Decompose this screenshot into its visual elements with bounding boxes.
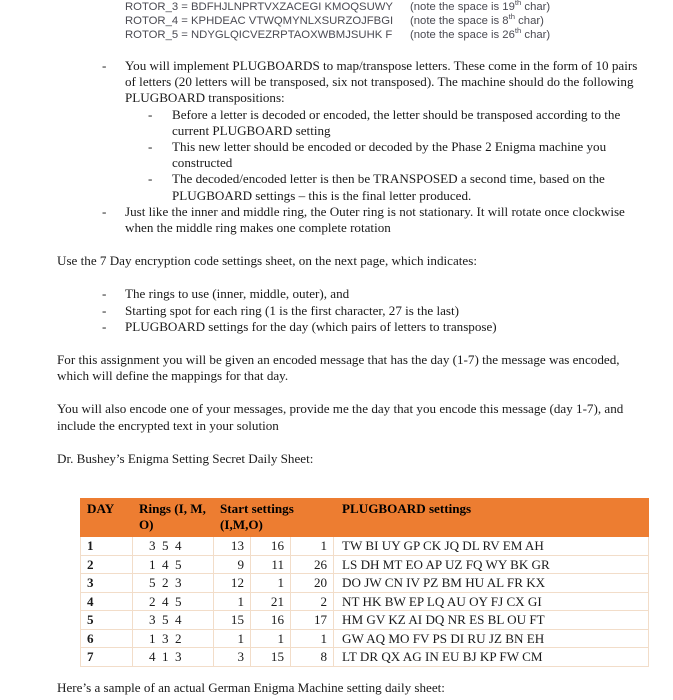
cell-start-m: 11 [251,555,291,574]
cell-plugboard: HM GV KZ AI DQ NR ES BL OU FT [334,611,649,630]
spacer [0,269,673,286]
cell-plugboard: GW AQ MO FV PS DI RU JZ BN EH [334,629,649,648]
paragraph-encode-message: You will also encode one of your messages, provide me the day that you encode this message (day 1-7), and include the encrypted text in your solution [57,401,624,433]
table-header [81,499,649,537]
cell-rings: 2 4 5 [133,592,214,611]
cell-start-m: 1 [251,574,291,593]
cell-start-i: 12 [214,574,251,593]
sub-bullet-encode-phase2 [0,139,673,171]
bullet-dash: - [102,203,107,219]
paragraph-use-sheet: Use the 7 Day encryption code settings sheet, on the next page, which indicates: [57,253,477,269]
cell-start-o: 1 [291,537,334,556]
sub-bullet-transpose-second [0,171,673,203]
bullet-plugboard-text: You will implement PLUGBOARDS to map/transpose letters. These come in the form of 10 pairs of letters (20 letters will be transposed, six not transposed). The machine should do the following PLUGBOARD transpositions: [125,58,638,106]
cell-day: 1 [81,537,133,556]
sub-bullet-text: Before a letter is decoded or encoded, the letter should be transposed according to the current PLUGBOARD setting [172,106,621,138]
rotor-definitions-block [125,0,550,43]
cell-rings: 3 5 4 [133,537,214,556]
table-row [81,648,649,667]
cell-day: 4 [81,592,133,611]
cell-start-i: 9 [214,555,251,574]
bullet-outer-ring-text: Just like the inner and middle ring, the Outer ring is not stationary. It will rotate once clockwise when the middle ring makes one complete rotation [125,203,625,236]
rotor-definition: ROTOR_3 = BDFHJLNPRTVXZACEGI KMOQSUWY [125,1,393,13]
spacer [0,236,673,253]
rotor-note-suffix: char) [521,1,551,13]
cell-start-o: 8 [291,648,334,667]
table-row [81,611,649,630]
rotor-definition: ROTOR_4 = KPHDEAC VTWQMYNLXSURZOJFBGI [125,15,394,28]
sub-bullet-transpose-before [0,107,673,139]
closing-paragraph: Here’s a sample of an actual German Enigma Machine setting daily sheet: [57,680,445,695]
list-item-plugboard [0,319,673,335]
cell-start-m: 16 [251,537,291,556]
rotor-note-text: (note the space is 26 [410,29,515,42]
sub-bullet-text: The decoded/encoded letter is then be TRANSPOSED a second time, based on the PLUGBOARD settings – this is the final letter produced. [172,171,605,203]
rotor-note-suffix: char) [515,15,544,28]
cell-plugboard: DO JW CN IV PZ BM HU AL FR KX [334,574,649,593]
cell-start-o: 20 [291,574,334,593]
cell-day: 6 [81,629,133,648]
cell-start-m: 16 [251,611,291,630]
rotor-definition: ROTOR_5 = NDYGLQICVEZRPTAOXWBMJSUHK F [125,29,393,42]
sub-bullet-text: This new letter should be encoded or decoded by the Phase 2 Enigma machine you constructed [172,139,607,171]
table-row [81,592,649,611]
bullet-outer-ring [0,204,673,236]
cell-rings: 1 3 2 [133,629,214,648]
spacer [0,434,673,451]
cell-plugboard: TW BI UY GP CK JQ DL RV EM AH [334,537,649,556]
list-item-rings [0,286,673,302]
rotor-note-text: (note the space is 8 [410,15,509,28]
cell-start-m: 15 [251,648,291,667]
cell-plugboard: LS DH MT EO AP UZ FQ WY BK GR [334,555,649,574]
spacer [0,384,673,401]
column-header-start-settings: Start settings (I,M,O) [214,499,334,537]
cell-start-o: 17 [291,611,334,630]
bullet-dash: - [148,139,153,155]
cell-start-i: 13 [214,537,251,556]
cell-day: 2 [81,555,133,574]
table-body [81,537,649,667]
cell-start-i: 1 [214,629,251,648]
rotor-line [125,28,550,42]
bullet-dash: - [148,171,153,187]
list-item-text: Starting spot for each ring (1 is the first character, 27 is the last) [125,302,459,318]
bullet-dash: - [102,302,107,318]
cell-day: 7 [81,648,133,667]
bullet-dash: - [102,286,107,302]
column-header-day: DAY [81,499,133,537]
table-header-row [81,499,649,537]
rotor-note [410,0,550,14]
rotor-line [125,0,550,14]
table-row [81,555,649,574]
cell-start-m: 21 [251,592,291,611]
cell-day: 5 [81,611,133,630]
bullet-dash: - [102,58,107,73]
list-item-text: The rings to use (inner, middle, outer), and [125,286,350,302]
table-row [81,629,649,648]
cell-start-o: 1 [291,629,334,648]
list-item-text: PLUGBOARD settings for the day (which pairs of letters to transpose) [125,318,497,334]
cell-start-i: 3 [214,648,251,667]
cell-start-m: 1 [251,629,291,648]
cell-rings: 3 5 4 [133,611,214,630]
column-header-plugboard: PLUGBOARD settings [334,499,649,537]
daily-settings-table [80,498,649,667]
cell-rings: 4 1 3 [133,648,214,667]
rotor-note [410,14,544,28]
document-body [0,58,673,467]
cell-plugboard: NT HK BW EP LQ AU OY FJ CX GI [334,592,649,611]
cell-start-i: 1 [214,592,251,611]
cell-rings: 1 4 5 [133,555,214,574]
rotor-note [410,28,550,42]
rotor-note-ordinal: th [508,12,516,22]
spacer [0,335,673,352]
rotor-note-text: (note the space is 19 [410,1,515,13]
cell-start-o: 2 [291,592,334,611]
table-caption: Dr. Bushey’s Enigma Setting Secret Daily Sheet: [57,450,314,466]
bullet-dash: - [102,318,107,334]
cell-day: 3 [81,574,133,593]
cell-rings: 5 2 3 [133,574,214,593]
list-item-start-spot [0,303,673,319]
rotor-note-ordinal: th [514,0,522,8]
rotor-line [125,14,550,28]
cell-start-i: 15 [214,611,251,630]
rotor-note-ordinal: th [514,26,522,36]
column-header-rings: Rings (I, M, O) [133,499,214,537]
cell-start-o: 26 [291,555,334,574]
cell-plugboard: LT DR QX AG IN EU BJ KP FW CM [334,648,649,667]
rotor-note-suffix: char) [521,29,551,42]
table-row [81,574,649,593]
paragraph-assignment: For this assignment you will be given an encoded message that has the day (1-7) the message was encoded, which will define the mappings for that day. [57,352,620,384]
bullet-plugboard [0,58,673,107]
bullet-dash: - [148,106,153,122]
table-row [81,537,649,556]
